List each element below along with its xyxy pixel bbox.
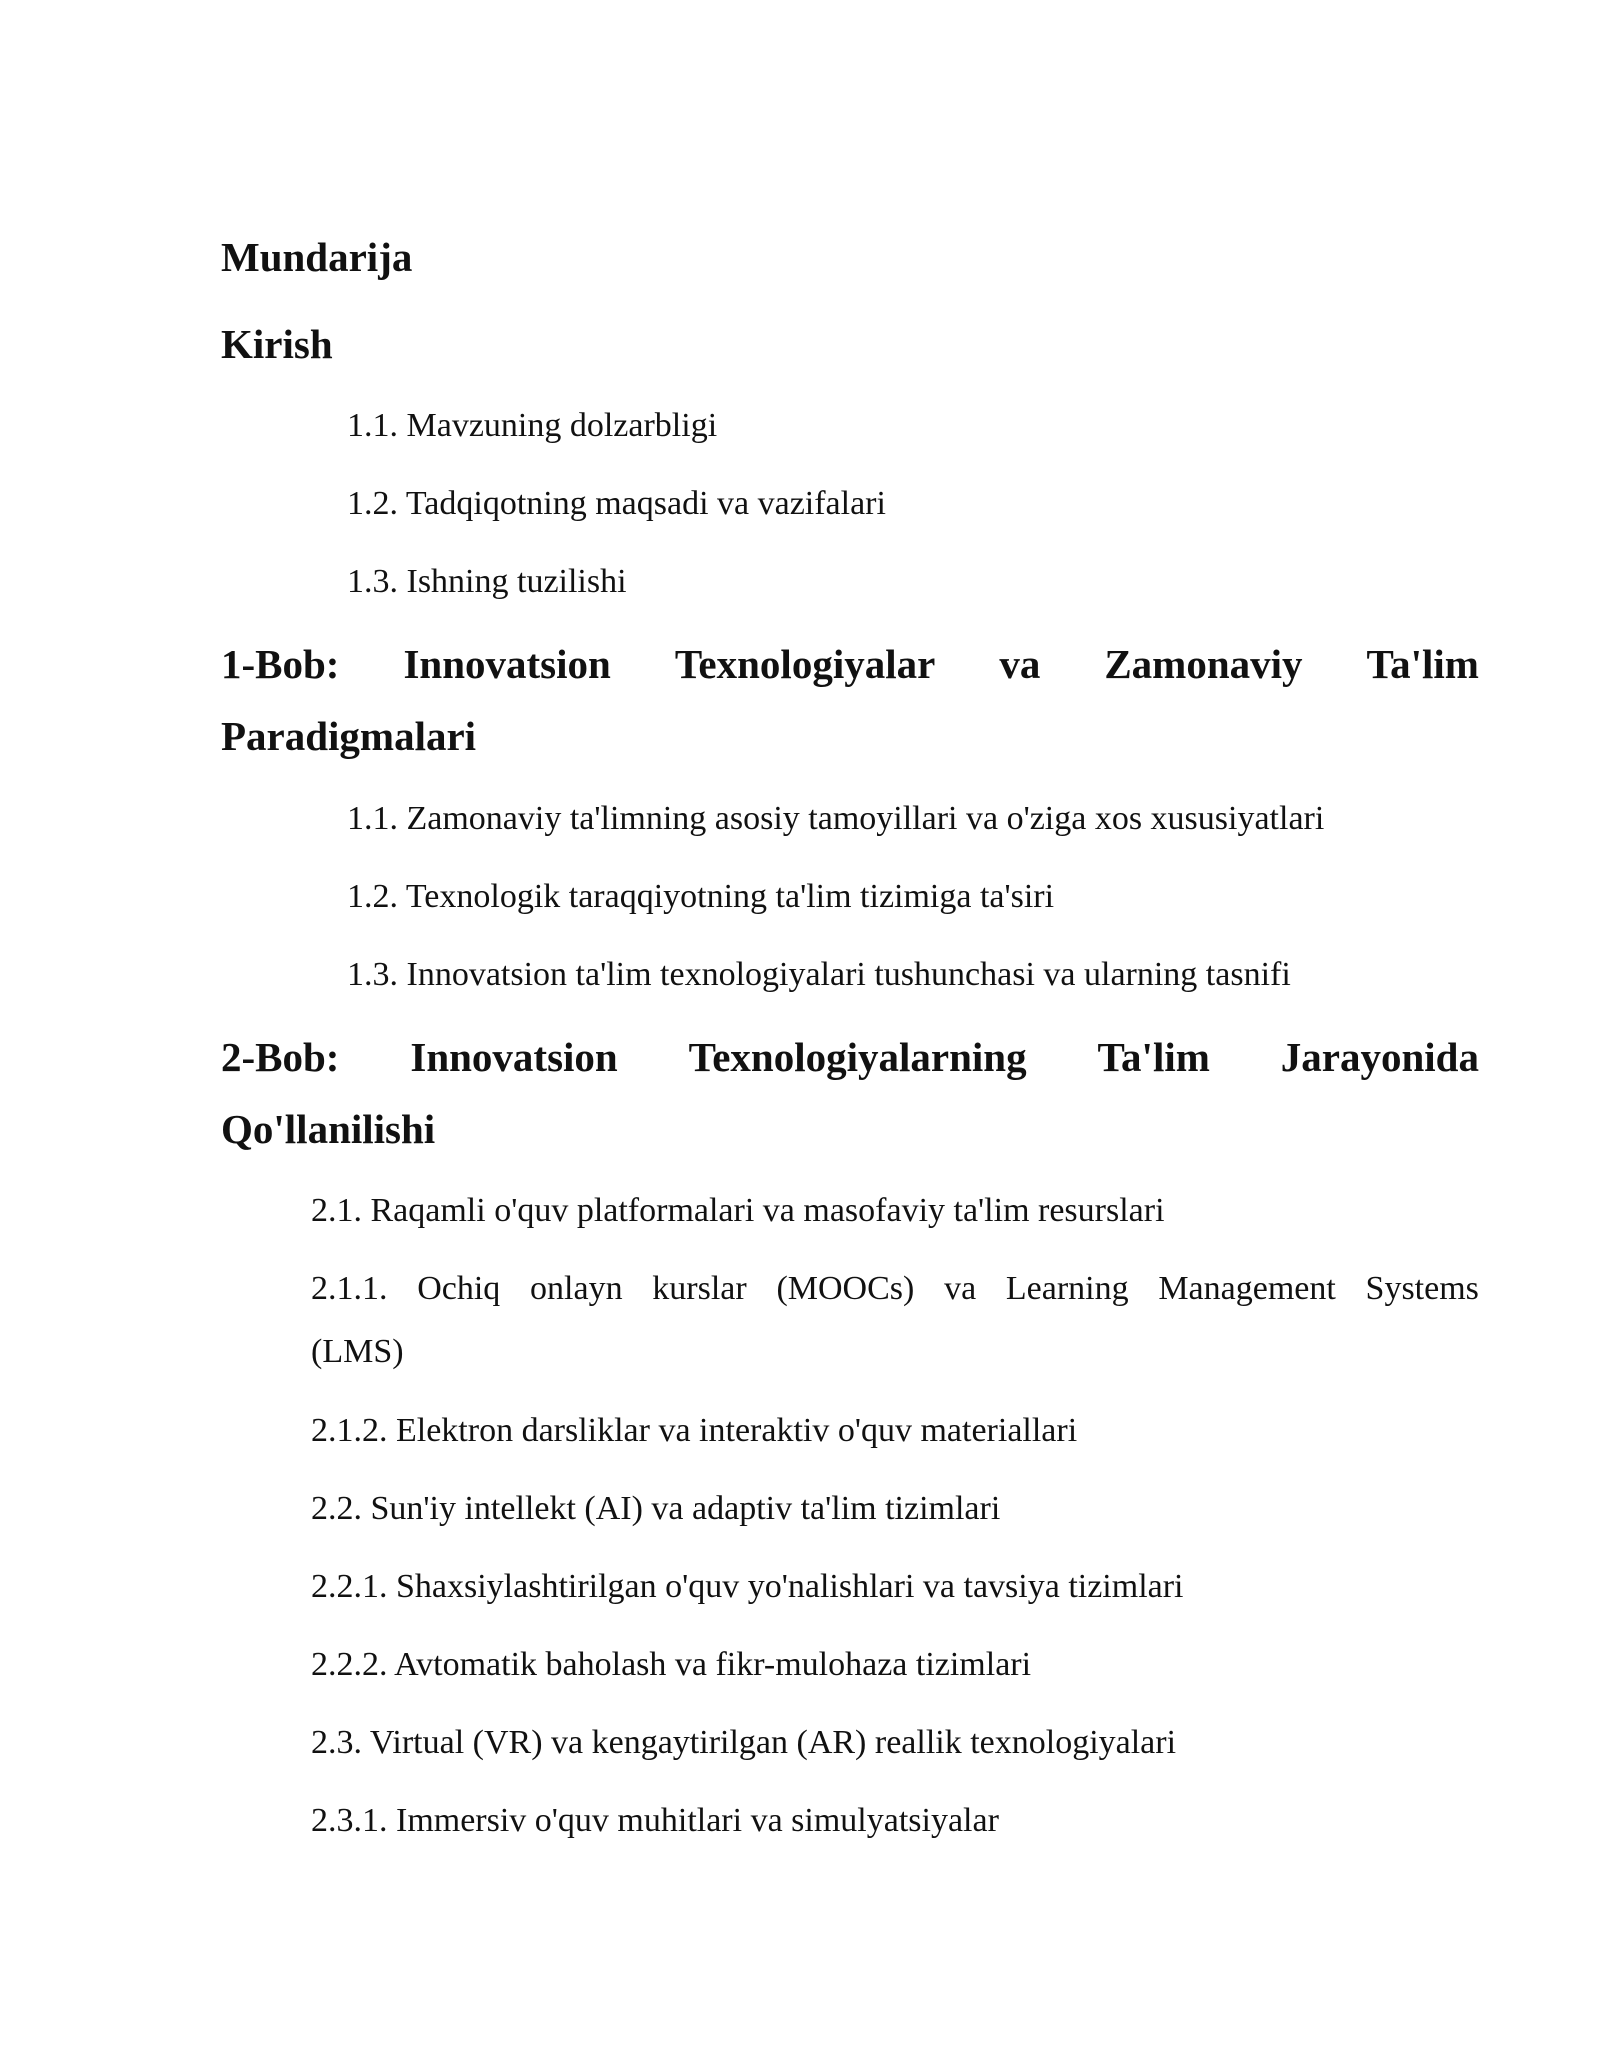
chapter2-item-2-2-1: 2.2.1. Shaxsiylashtirilgan o'quv yo'nalishlari va tavsiya tizimlari	[311, 1568, 1184, 1605]
intro-item-3: 1.3. Ishning tuzilishi	[347, 563, 627, 600]
item-word: onlayn	[530, 1270, 623, 1307]
chapter2-item-2-1-1-line2: (LMS)	[311, 1333, 404, 1370]
chapter1-word: Innovatsion	[403, 641, 611, 687]
chapter2-item-2-1-2: 2.1.2. Elektron darsliklar va interaktiv o'quv materiallari	[311, 1412, 1078, 1449]
item-word: Learning	[1005, 1270, 1129, 1307]
item-word: Systems	[1365, 1270, 1479, 1307]
toc-title: Mundarija	[221, 234, 413, 280]
chapter2-item-2-2: 2.2. Sun'iy intellekt (AI) va adaptiv ta'lim tizimlari	[311, 1490, 1001, 1527]
chapter1-word: Ta'lim	[1366, 641, 1479, 687]
chapter2-item-2-2-2: 2.2.2. Avtomatik baholash va fikr-mulohaza tizimlari	[311, 1646, 1032, 1683]
chapter2-heading-line2: Qo'llanilishi	[221, 1106, 436, 1152]
intro-item-2: 1.2. Tadqiqotning maqsadi va vazifalari	[347, 485, 886, 522]
item-word: (MOOCs)	[776, 1270, 915, 1307]
chapter2-word: Texnologiyalarning	[688, 1034, 1027, 1080]
chapter1-word: 1-Bob:	[221, 641, 340, 687]
chapter1-word: va	[999, 641, 1041, 687]
chapter1-item-1: 1.1. Zamonaviy ta'limning asosiy tamoyillari va o'ziga xos xususiyatlari	[347, 800, 1325, 837]
chapter2-item-2-3-1: 2.3.1. Immersiv o'quv muhitlari va simulyatsiyalar	[311, 1802, 999, 1839]
chapter2-item-2-1-1-line1	[311, 1270, 1479, 1308]
item-word: va	[944, 1270, 977, 1307]
chapter2-heading-line1	[221, 1033, 1479, 1081]
item-word: 2.1.1.	[311, 1270, 388, 1307]
chapter2-word: Ta'lim	[1097, 1034, 1210, 1080]
chapter1-item-2: 1.2. Texnologik taraqqiyotning ta'lim tizimiga ta'siri	[347, 878, 1055, 915]
chapter2-word: Innovatsion	[410, 1034, 618, 1080]
chapter2-item-2-1: 2.1. Raqamli o'quv platformalari va masofaviy ta'lim resurslari	[311, 1192, 1165, 1229]
item-word: kurslar	[652, 1270, 747, 1307]
chapter1-heading-line1	[221, 640, 1479, 688]
intro-heading: Kirish	[221, 321, 333, 367]
item-word: Management	[1158, 1270, 1336, 1307]
chapter1-heading-line2: Paradigmalari	[221, 713, 477, 759]
item-word: Ochiq	[417, 1270, 501, 1307]
chapter2-item-2-3: 2.3. Virtual (VR) va kengaytirilgan (AR) reallik texnologiyalari	[311, 1724, 1177, 1761]
chapter2-word: 2-Bob:	[221, 1034, 340, 1080]
chapter2-word: Jarayonida	[1280, 1034, 1479, 1080]
intro-item-1: 1.1. Mavzuning dolzarbligi	[347, 407, 718, 444]
chapter1-word: Texnologiyalar	[674, 641, 936, 687]
chapter1-word: Zamonaviy	[1104, 641, 1303, 687]
chapter1-item-3: 1.3. Innovatsion ta'lim texnologiyalari tushunchasi va ularning tasnifi	[347, 956, 1291, 993]
